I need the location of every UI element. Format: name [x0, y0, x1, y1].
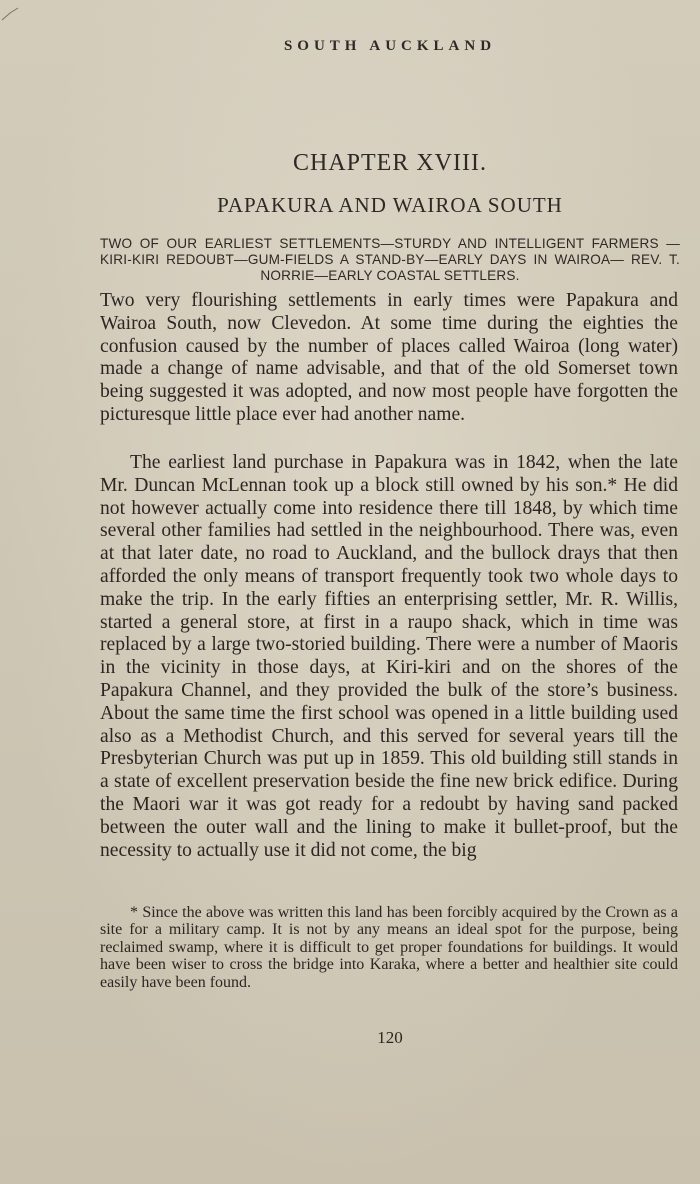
running-head: SOUTH AUCKLAND — [283, 38, 497, 54]
page-number: 120 — [377, 1028, 403, 1047]
paragraph-1: Two very flourishing settlements in early times were Papakura and Wairoa South, now Clevedon. At some time during the eighties the confusion caused by the number of places called Wairoa (long water) made a change of name advisable, and that of the old Somerset town being suggested it was adopted, and now most people have forgotten the picturesque little place ever had another name. — [100, 290, 678, 425]
footnote: * Since the above was written this land has been forcibly acquired by the Crown as a site for a military camp. It is not by any means an ideal spot for the purpose, being reclaimed swamp, where it is difficult to get proper foundations for buildings. It would have been wiser to cross the bridge into Karaka, where a better and healthier site could easily have been found. — [100, 904, 678, 991]
chapter-title: PAPAKURA AND WAIROA SOUTH — [217, 193, 563, 217]
chapter-synopsis: TWO OF OUR EARLIEST SETTLEMENTS—STURDY AND INTELLIGENT FARMERS —KIRI-KIRI REDOUBT—GUM-FIELDS A STAND-BY—EARLY DAYS IN WAIROA— REV. T. NORRIE—EARLY COASTAL SETTLERS. — [100, 236, 680, 283]
chapter-number: CHAPTER XVIII. — [293, 150, 487, 176]
paragraph-2: The earliest land purchase in Papakura was in 1842, when the late Mr. Duncan McLennan took up a block still owned by his son.* He did not however actually come into residence there till 1848, by which time several other families had settled in the neighbourhood. There was, even at that later date, no road to Auckland, and the bullock drays that then afforded the only means of transport frequently took two whole days to make the trip. In the early fifties an enterprising settler, Mr. R. Willis, started a general store, at first in a raupo shack, which in time was replaced by a large two-storied building. There were a number of Maoris in the vicinity in those days, at Kiri-kiri and on the shores of the Papakura Channel, and they provided the bulk of the store’s business. About the same time the first school was opened in a little building used also as a Methodist Church, and this served for several years till the Presbyterian Church was put up in 1859. This old building still stands in a state of excellent preservation beside the fine new brick edifice. During the Maori war it was got ready for a redoubt by having sand packed between the outer wall and the lining to make it bullet-proof, but the necessity to actually use it did not come, the big — [100, 452, 678, 861]
corner-pencil-mark — [0, 0, 22, 22]
